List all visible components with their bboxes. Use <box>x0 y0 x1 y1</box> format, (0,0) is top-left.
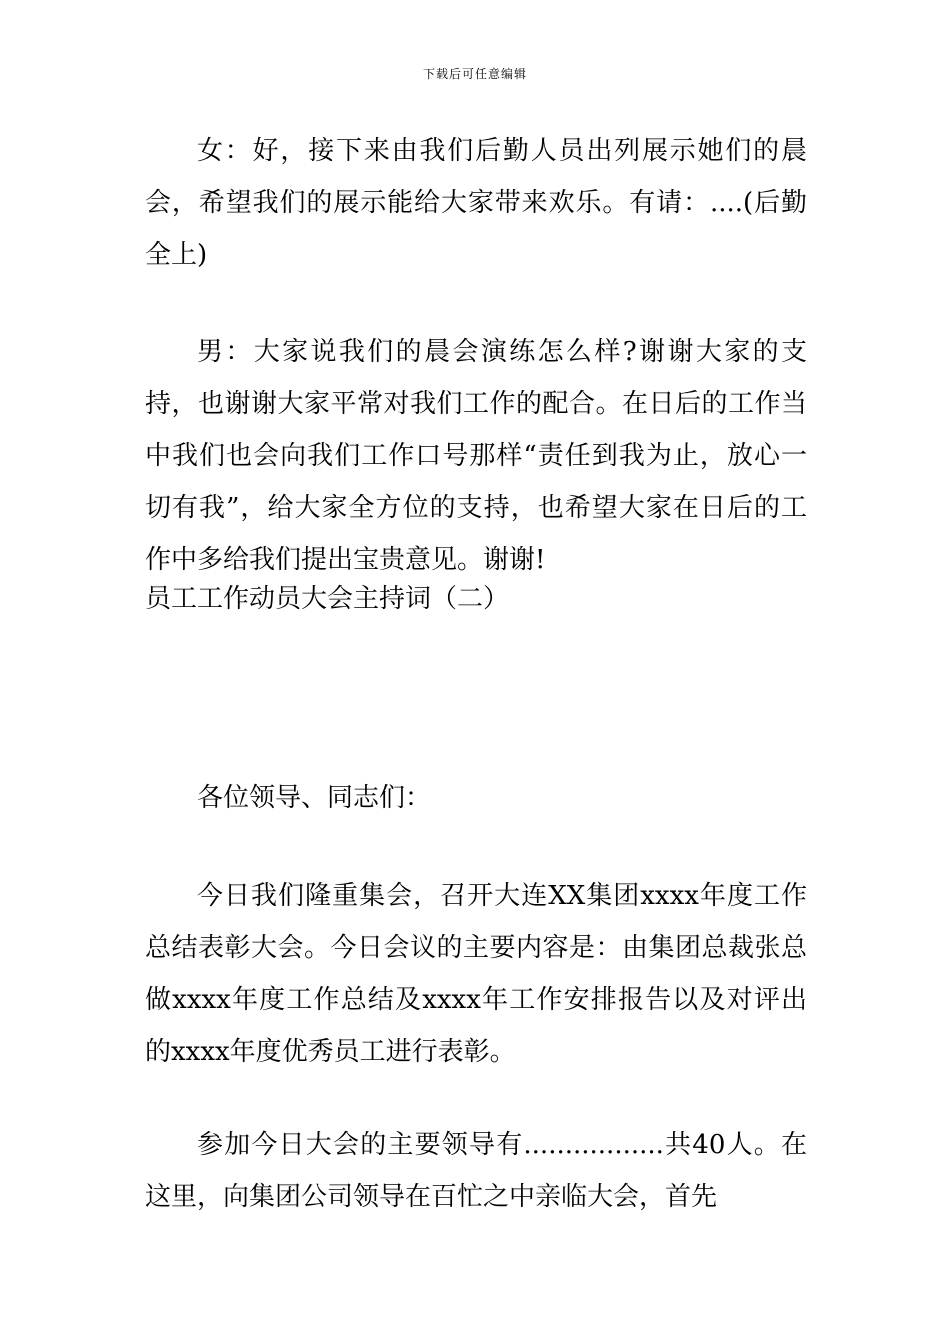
paragraph-greeting: 各位领导、同志们： <box>197 783 432 813</box>
paragraph-male-host: 男：大家说我们的晨会演练怎么样?谢谢大家的支持，也谢谢大家平常对我们工作的配合。在日后的工作当中我们也会向我们工作口号那样“责任到我为止，放心一切有我”，给大家全方位的支持，也希望大家在日后的工作中多给我们提出宝贵意见。谢谢! <box>145 337 807 575</box>
paragraph-female-host: 女：好，接下来由我们后勤人员出列展示她们的晨会，希望我们的展示能给大家带来欢乐。有请：....(后勤全上) <box>145 136 807 270</box>
paragraph-leaders: 参加今日大会的主要领导有.................共40人。在这里，向集团公司领导在百忙之中亲临大会，首先 <box>145 1130 807 1212</box>
section-title: 员工工作动员大会主持词（二） <box>145 584 510 614</box>
page-header: 下载后可任意编辑 <box>422 67 527 81</box>
paragraph-meeting-intro: 今日我们隆重集会，召开大连XX集团xxxx年度工作总结表彰大会。今日会议的主要内容是：由集团总裁张总做xxxx年度工作总结及xxxx年工作安排报告以及对评出的xxxx年度优秀员工进行表彰。 <box>145 881 807 1067</box>
